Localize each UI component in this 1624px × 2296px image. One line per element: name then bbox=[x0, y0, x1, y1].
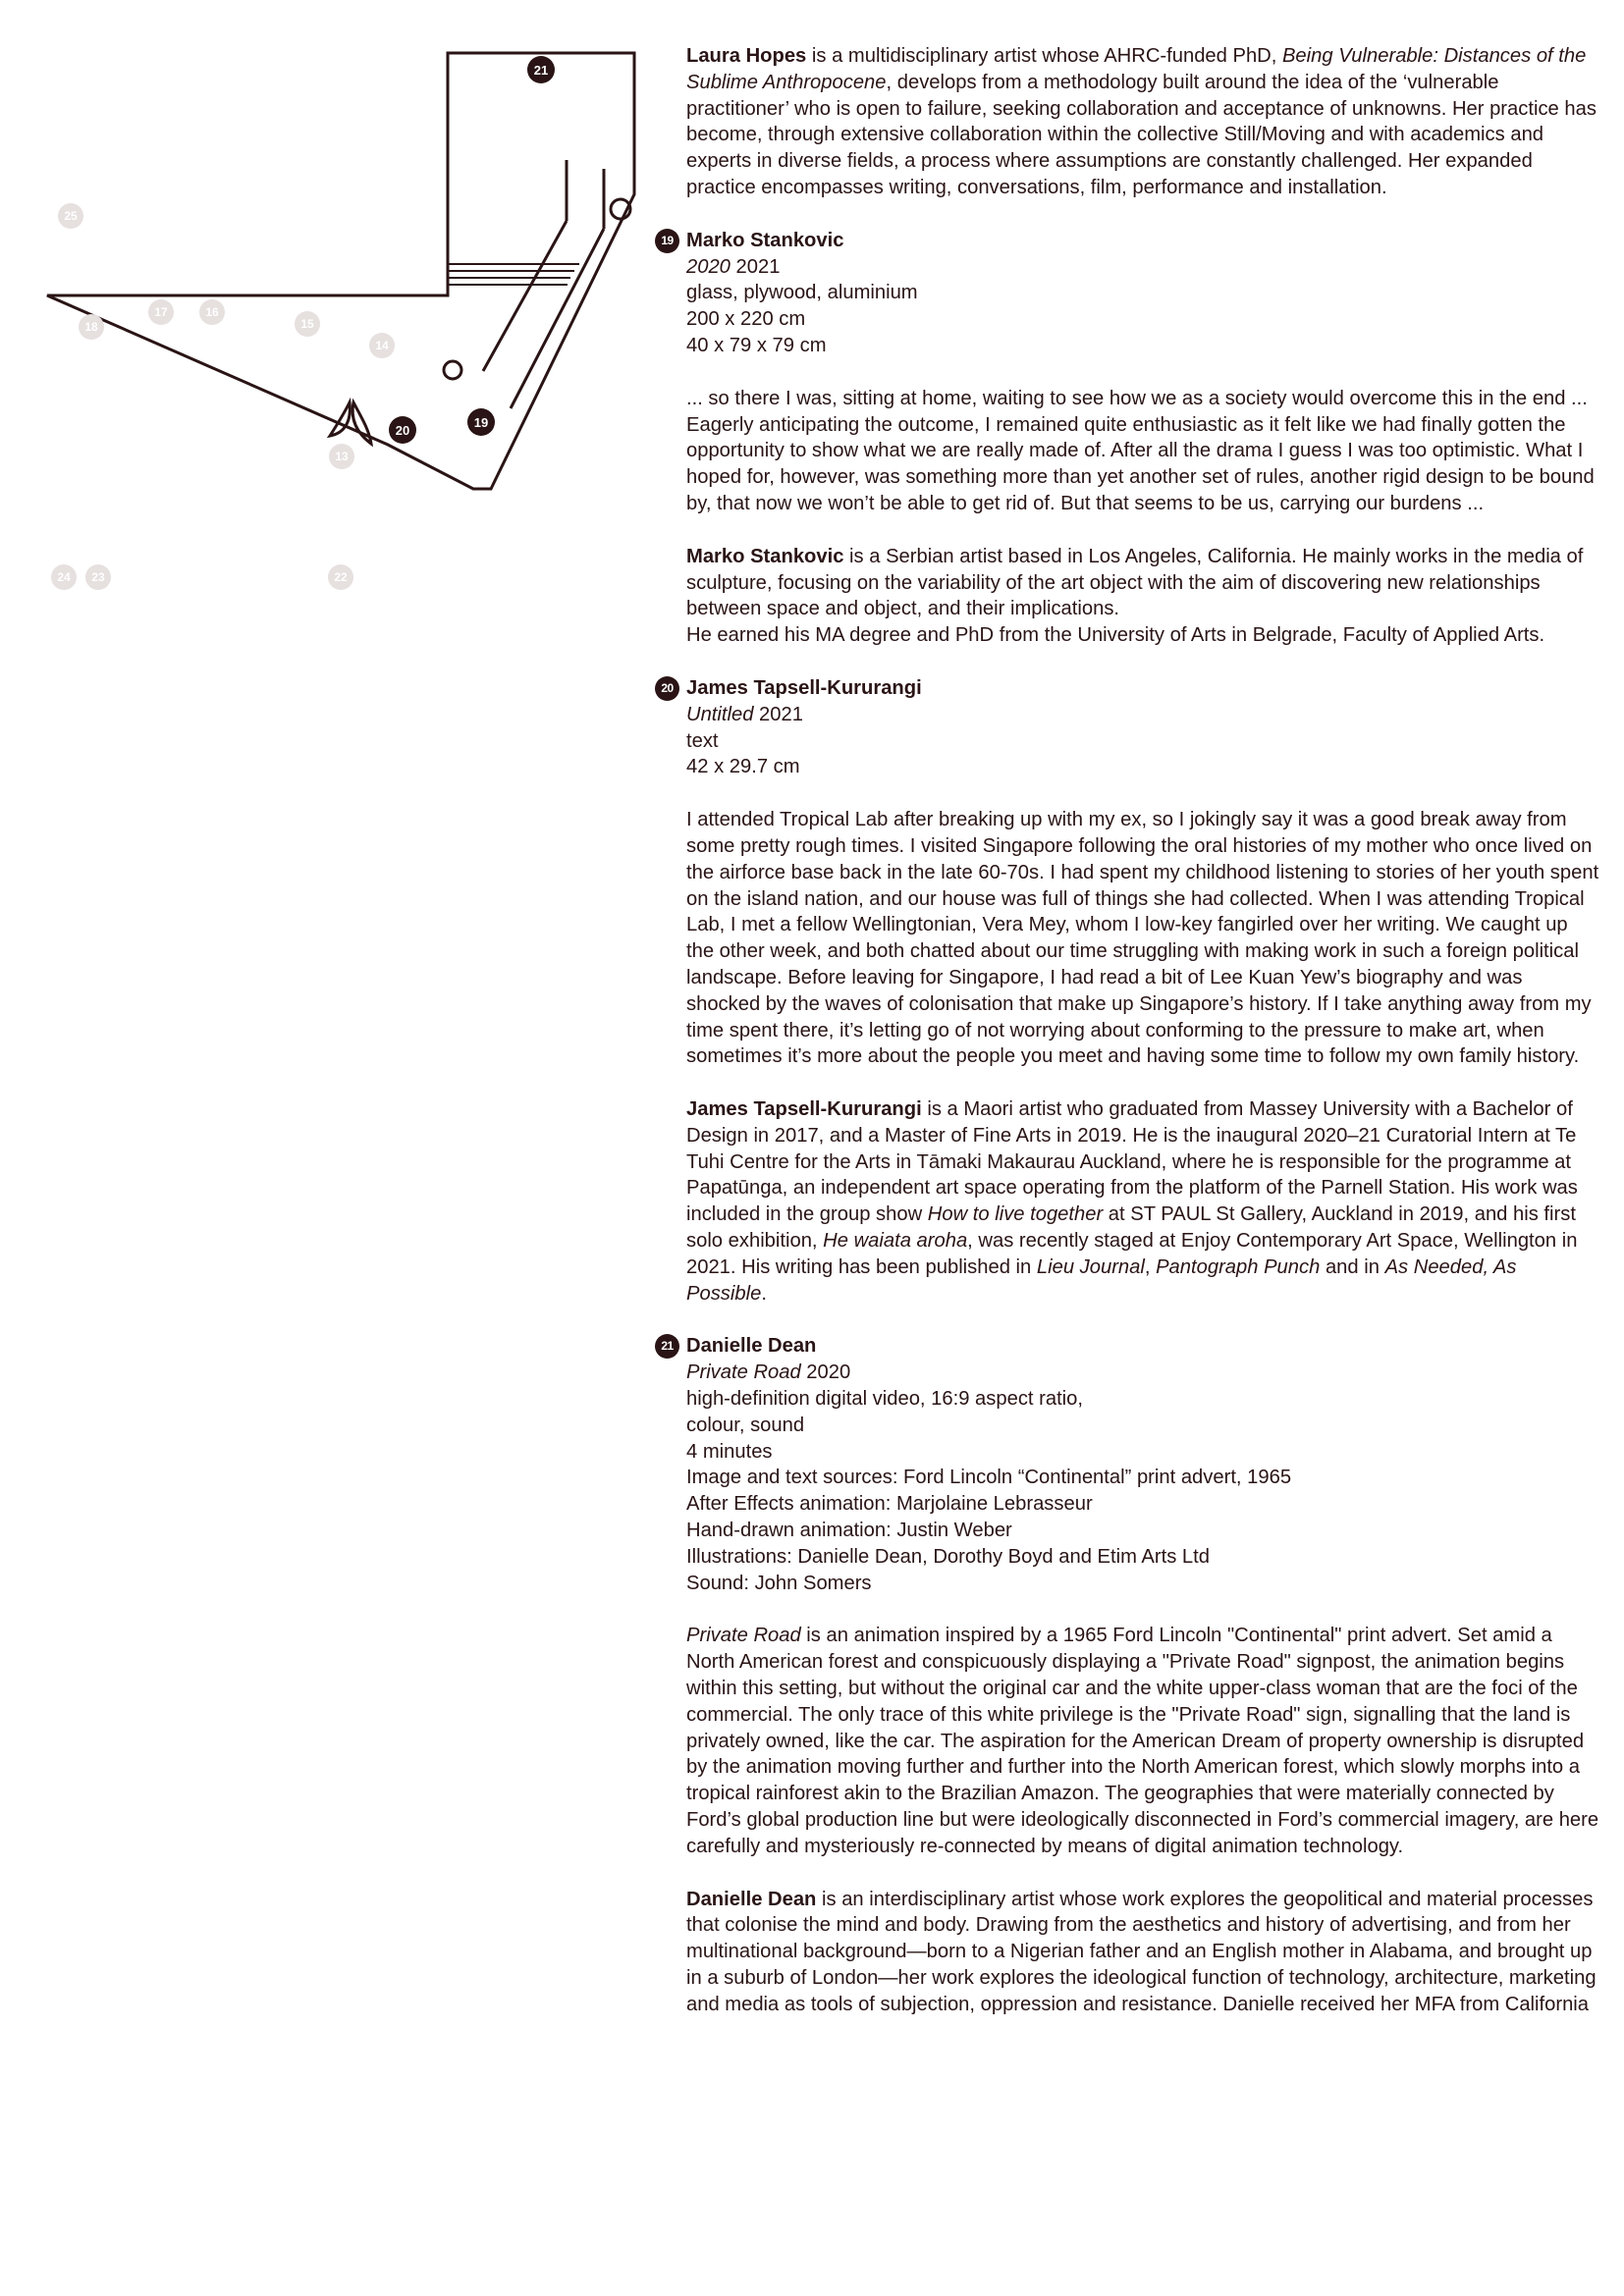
entry-21 bbox=[661, 1333, 1599, 2017]
work-detail: After Effects animation: Marjolaine Lebrasseur bbox=[686, 1493, 1093, 1516]
intro-phd-title: Being Vulnerable: Distances of the Sublime Anthropocene bbox=[686, 45, 1587, 93]
map-marker-label: 24 bbox=[57, 570, 71, 584]
bio-italic: He waiata aroha bbox=[823, 1230, 968, 1253]
entry-20 bbox=[661, 675, 1599, 1308]
intro-text: , develops from a methodology built around the idea of the ‘vulnerable practitioner’ who is open to failure, seeking collaboration and acceptance of unknowns. Her practice has become, through extensive collaboration within the collective Still/Moving and with academics and experts in diverse fields, a process where assumptions are constantly challenged. Her expanded practice encompasses writing, conversations, film, performance and installation. bbox=[686, 71, 1597, 198]
intro-artist-name: Laura Hopes bbox=[686, 45, 807, 67]
map-marker-label: 17 bbox=[154, 305, 168, 319]
artist-bio bbox=[686, 1096, 1599, 1307]
work-detail: 40 x 79 x 79 cm bbox=[686, 334, 827, 356]
text-column bbox=[661, 43, 1599, 2018]
work-detail: 42 x 29.7 cm bbox=[686, 756, 800, 778]
work-detail: Hand-drawn animation: Justin Weber bbox=[686, 1520, 1012, 1542]
bio-artist-name: Marko Stankovic bbox=[686, 545, 844, 567]
bio-text: and in bbox=[1320, 1255, 1385, 1278]
bio-artist-name: Danielle Dean bbox=[686, 1888, 817, 1910]
bio-text: . bbox=[761, 1282, 767, 1305]
work-year: 2021 bbox=[730, 255, 781, 278]
artist-bio bbox=[686, 1887, 1599, 2018]
work-year: 2020 bbox=[800, 1362, 851, 1384]
intro-paragraph bbox=[686, 43, 1599, 201]
work-title: Untitled bbox=[686, 703, 754, 725]
work-title-line bbox=[686, 254, 1599, 281]
bio-italic: Pantograph Punch bbox=[1156, 1255, 1321, 1278]
bio-italic: Lieu Journal bbox=[1036, 1255, 1145, 1278]
entry-number-badge: 20 bbox=[655, 676, 679, 701]
entry-artist-name: Marko Stankovic bbox=[686, 229, 844, 251]
work-title-line bbox=[686, 702, 1599, 728]
entry-artist-name: James Tapsell-Kururangi bbox=[686, 676, 922, 699]
artist-statement bbox=[686, 1623, 1599, 1859]
entry-number-badge: 19 bbox=[655, 229, 679, 253]
artist-statement: I attended Tropical Lab after breaking up with my ex, so I jokingly say it was a good break away from some pretty rough times. I visited Singapore following the oral histories of my mother who once lived on the airforce base back in the late 60-70s. I had spent my childhood listening to stories of her youth spent on the island nation, and our house was full of things she had collected. When I was attending Tropical Lab, I met a fellow Wellingtonian, Vera Mey, whom I low-key fangirled over her writing. We caught up the other week, and both chatted about our time struggling with making work in such a foreign political landscape. Before leaving for Singapore, I had read a bit of Lee Kuan Yew’s biography and was shocked by the waves of colonisation that make up Singapore’s history. If I take anything away from my time spent there, it’s letting go of not worrying about conforming to the pressure to make art, when sometimes it’s more about the people you meet and having some time to follow my own family history. bbox=[686, 809, 1599, 1068]
bio-artist-name: James Tapsell-Kururangi bbox=[686, 1098, 922, 1121]
map-marker-label: 21 bbox=[533, 63, 549, 78]
entry-number-badge: 21 bbox=[655, 1334, 679, 1359]
map-marker-label: 18 bbox=[84, 320, 98, 334]
bio-italic: As Needed, As Possible bbox=[686, 1255, 1517, 1305]
work-detail: colour, sound bbox=[686, 1414, 805, 1436]
map-marker-label: 13 bbox=[335, 450, 349, 463]
map-marker-label: 25 bbox=[64, 209, 78, 223]
statement-work-title: Private Road bbox=[686, 1625, 801, 1647]
work-detail: 4 minutes bbox=[686, 1440, 773, 1463]
map-marker-label: 22 bbox=[334, 570, 348, 584]
work-title-line bbox=[686, 1360, 1599, 1386]
work-detail: Sound: John Somers bbox=[686, 1572, 872, 1594]
artist-bio-continued: He earned his MA degree and PhD from the University of Arts in Belgrade, Faculty of Applied Arts. bbox=[686, 624, 1545, 647]
bio-text: , was recently staged at Enjoy Contemporary Art Space, Wellington in 2021. His writing has been published in bbox=[686, 1230, 1578, 1278]
bio-text: , bbox=[1144, 1255, 1157, 1278]
statement-text: is an animation inspired by a 1965 Ford Lincoln "Continental" print advert. Set amid a North American forest and conspicuously displaying a "Private Road" signpost, the animation begins within this setting, but without the original car and the white upper-class woman that are the foci of the commercial. The only trace of this white privilege is the "Private Road" sign, signalling that the land is privately owned, like the car. The aspiration for the American Dream of property ownership is disrupted by the animation moving further and further into the North American forest, which slowly morphs into a tropical rainforest akin to the Brazilian Amazon. The geographies that were materially connected by Ford’s global production line but were ideologically disconnected in Ford’s commercial imagery, are here carefully and mysteriously re-connected by means of digital animation technology. bbox=[686, 1625, 1599, 1857]
work-detail: Image and text sources: Ford Lincoln “Continental” print advert, 1965 bbox=[686, 1467, 1292, 1489]
map-marker-label: 16 bbox=[205, 305, 219, 319]
work-title: 2020 bbox=[686, 255, 731, 278]
work-year: 2021 bbox=[753, 703, 803, 725]
floor-plan-map bbox=[0, 0, 668, 628]
map-marker-label: 19 bbox=[473, 415, 489, 430]
map-marker-label: 20 bbox=[395, 423, 410, 438]
work-detail: glass, plywood, aluminium bbox=[686, 282, 918, 304]
bio-text: at ST PAUL St Gallery, Auckland in 2019, and his first solo exhibition, bbox=[686, 1203, 1576, 1253]
bio-text: is a Serbian artist based in Los Angeles, California. He mainly works in the media of sculpture, focusing on the variability of the art object with the aim of discovering new relationships between space and object, and their implications. bbox=[686, 545, 1584, 620]
map-marker-label: 23 bbox=[91, 570, 105, 584]
map-marker-label: 15 bbox=[300, 317, 314, 331]
entry-19 bbox=[661, 228, 1599, 649]
bio-text: is a Maori artist who graduated from Massey University with a Bachelor of Design in 2017, and a Master of Fine Arts in 2019. He is the inaugural 2020–21 Curatorial Intern at Te Tuhi Centre for the Arts in Tāmaki Makaurau Auckland, where he is responsible for the programme at Papatūnga, an independent art space operating from the platform of the Parnell Station. His work was included in the group show bbox=[686, 1098, 1578, 1226]
map-marker-label: 14 bbox=[375, 339, 389, 352]
artist-bio bbox=[686, 544, 1599, 622]
intro-text: is a multidisciplinary artist whose AHRC-funded PhD, bbox=[806, 45, 1282, 67]
work-detail: Illustrations: Danielle Dean, Dorothy Boyd and Etim Arts Ltd bbox=[686, 1545, 1210, 1568]
work-title: Private Road bbox=[686, 1362, 801, 1384]
artist-statement: ... so there I was, sitting at home, waiting to see how we as a society would overcome this in the end ... Eagerly anticipating the outcome, I remained quite enthusiastic as it felt like we had finally gotten the opportunity to show what we are really made of. After all the drama I guess I was too optimistic. What I hoped for, however, was something more than yet another set of rules, another rigid design to be bound by, that now we won’t be able to get rid of. But that seems to be us, carrying our burdens ... bbox=[686, 387, 1595, 514]
work-detail: text bbox=[686, 729, 719, 752]
work-detail: 200 x 220 cm bbox=[686, 308, 806, 331]
entry-artist-name: Danielle Dean bbox=[686, 1335, 817, 1358]
bio-italic: How to live together bbox=[927, 1203, 1104, 1226]
bio-text: is an interdisciplinary artist whose work explores the geopolitical and material processes that colonise the mind and body. Drawing from the aesthetics and history of advertising, and from her multinational background—born to a Nigerian father and an English mother in Alabama, and brought up in a suburb of London—her work explores the ideological function of technology, architecture, marketing and media as tools of subjection, oppression and resistance. Danielle received her MFA from California bbox=[686, 1888, 1597, 2015]
work-detail: high-definition digital video, 16:9 aspect ratio, bbox=[686, 1388, 1084, 1411]
floor-plan-svg bbox=[0, 0, 668, 628]
